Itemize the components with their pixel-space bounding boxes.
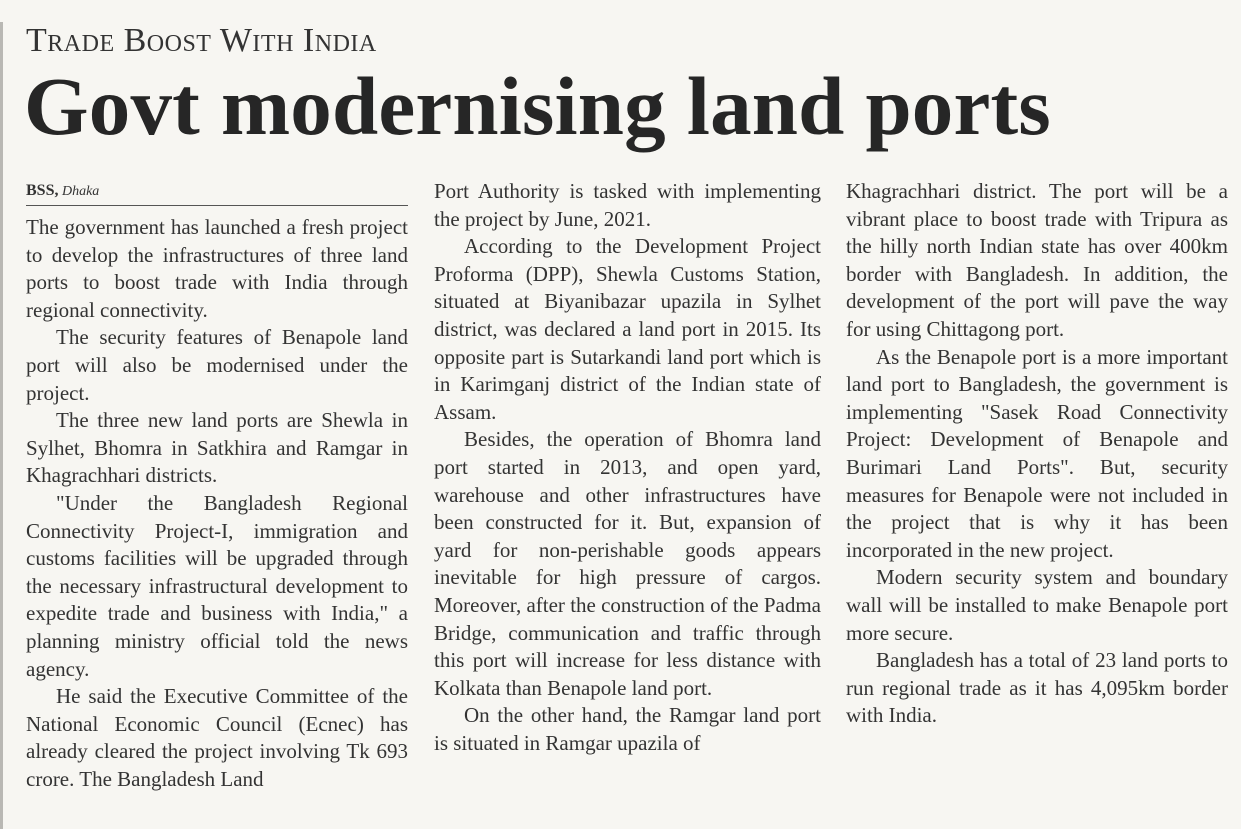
article-column-3 <box>846 178 1228 730</box>
paragraph: He said the Executive Committee of the National Economic Council (Ecnec) has already cleared the project involving Tk 693 crore. The Bangladesh Land <box>26 684 408 791</box>
byline-source: BSS, <box>26 182 59 199</box>
paragraph: Besides, the operation of Bhomra land port started in 2013, and open yard, warehouse and other infrastructures have been constructed for it. But, expansion of yard for non-perishable goods appears inevitable for high pressure of cargos. Moreover, after the construction of the Padma Bridge, communication and traffic through this port will increase for less distance with Kolkata than Benapole land port. <box>434 427 821 700</box>
paragraph: According to the Development Project Proforma (DPP), Shewla Customs Station, situated at Biyanibazar upazila in Sylhet district, was declared a land port in 2015. Its opposite part is Sutarkandi land port which is in Karimganj district of the Indian state of Assam. <box>434 234 821 424</box>
byline-location: Dhaka <box>61 184 100 199</box>
paragraph: Port Authority is tasked with implementing the project by June, 2021. <box>434 179 821 231</box>
paragraph: On the other hand, the Ramgar land port is situated in Ramgar upazila of <box>434 703 821 755</box>
paragraph: The security features of Benapole land port will also be modernised under the project. <box>26 325 408 405</box>
paragraph: The government has launched a fresh project to develop the infrastructures of three land ports to boost trade with India through regional connectivity. <box>26 215 408 322</box>
paragraph: Modern security system and boundary wall will be installed to make Benapole port more secure. <box>846 565 1228 645</box>
paragraph: Khagrachhari district. The port will be a vibrant place to boost trade with Tripura as the hilly north Indian state has over 400km border with Bangladesh. In addition, the development of the port will pave the way for using Chittagong port. <box>846 179 1228 341</box>
article-kicker: Trade Boost With India <box>26 22 377 59</box>
paragraph: The three new land ports are Shewla in Sylhet, Bhomra in Satkhira and Ramgar in Khagrachhari districts. <box>26 408 408 488</box>
article-column-2 <box>434 178 821 757</box>
article-headline: Govt modernising land ports <box>24 60 1051 152</box>
byline <box>26 182 408 206</box>
paragraph: Bangladesh has a total of 23 land ports to run regional trade as it has 4,095km border with India. <box>846 648 1228 728</box>
article-column-1 <box>26 178 408 793</box>
paragraph: "Under the Bangladesh Regional Connectivity Project-I, immigration and customs facilities will be upgraded through the necessary infrastructural development to expedite trade and business with India," a planning ministry official told the news agency. <box>26 490 408 681</box>
paragraph: As the Benapole port is a more important land port to Bangladesh, the government is implementing "Sasek Road Connectivity Project: Development of Benapole and Burimari Land Ports". But, security measures for Benapole were not included in the project that is why it has been incorporated in the new project. <box>846 344 1228 562</box>
page-left-edge <box>0 22 3 829</box>
